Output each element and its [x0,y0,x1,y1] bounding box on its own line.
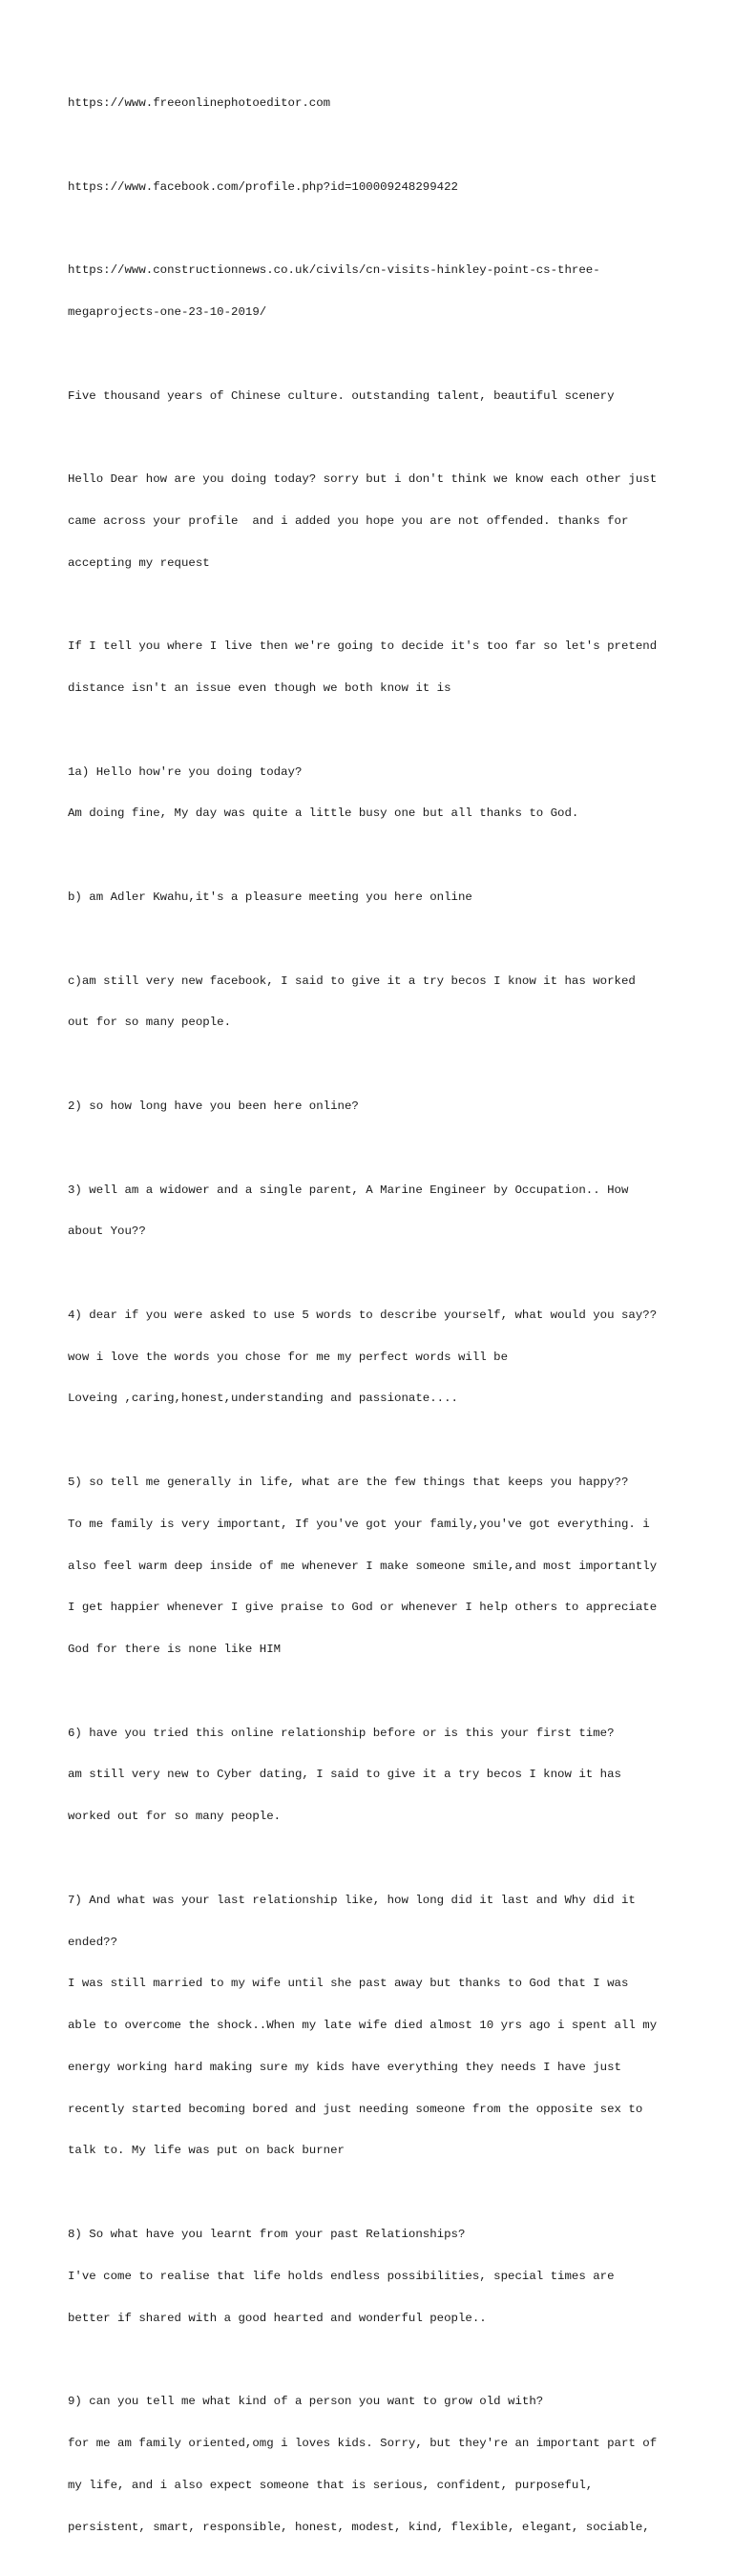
text-line: energy working hard making sure my kids have everything they needs I have just [68,2060,621,2074]
text-line: https://www.facebook.com/profile.php?id=100009248299422 [68,179,458,194]
paragraph-url-photo-editor [68,69,679,138]
text-line: recently started becoming bored and just needing someone from the opposite sex to [68,2102,643,2116]
text-line: https://www.constructionnews.co.uk/civils/cn-visits-hinkley-point-cs-three- [68,263,600,278]
paragraph-chinese-culture [68,361,679,430]
text-line: 4) dear if you were asked to use 5 words to describe yourself, what would you say?? [68,1308,658,1322]
text-line: 5) so tell me generally in life, what are the few things that keeps you happy?? [68,1475,629,1489]
text-line: To me family is very important, If you've got your family,you've got everything. i [68,1517,650,1531]
paragraph-url-construction-news [68,236,679,347]
paragraph-q2 [68,1072,679,1141]
text-line: Loveing ,caring,honest,understanding and passionate.... [68,1392,458,1406]
paragraph-q7 [68,1866,679,2187]
paragraph-hello-dear [68,445,679,598]
paragraph-url-facebook [68,153,679,222]
text-line: I get happier whenever I give praise to God or whenever I help others to appreciate [68,1601,658,1615]
text-line: out for so many people. [68,1016,232,1030]
text-line: Five thousand years of Chinese culture. outstanding talent, beautiful scenery [68,388,615,403]
text-line: Am doing fine, My day was quite a little busy one but all thanks to God. [68,806,579,821]
text-line: megaprojects-one-23-10-2019/ [68,305,267,320]
text-line: If I tell you where I live then we're going to decide it's too far so let's pretend [68,639,658,654]
text-line: talk to. My life was put on back burner [68,2144,345,2158]
text-line: also feel warm deep inside of me whenever I make someone smile,and most importantly [68,1559,658,1573]
text-line: ended?? [68,1935,118,1949]
text-line: for me am family oriented,omg i loves kids. Sorry, but they're an important part of [68,2436,658,2450]
text-line: wow i love the words you chose for me my perfect words will be [68,1350,509,1364]
document-page [68,69,679,2576]
text-line: 2) so how long have you been here online? [68,1099,359,1113]
text-line: c)am still very new facebook, I said to give it a try becos I know it has worked [68,974,636,988]
paragraph-q1a [68,738,679,849]
text-line: 8) So what have you learnt from your past Relationships? [68,2228,466,2242]
text-line: https://www.freeonlinephotoeditor.com [68,96,331,111]
text-line: 7) And what was your last relationship like, how long did it last and Why did it [68,1893,636,1907]
text-line: b) am Adler Kwahu,it's a pleasure meeting you here online [68,890,472,905]
paragraph-q3 [68,1155,679,1267]
paragraph-q6 [68,1698,679,1852]
text-line: 1a) Hello how're you doing today? [68,764,303,779]
text-line: 3) well am a widower and a single parent, A Marine Engineer by Occupation.. How [68,1183,629,1197]
paragraph-q8 [68,2200,679,2354]
paragraph-qb [68,863,679,932]
text-line: came across your profile and i added you hope you are not offended. thanks for [68,514,629,528]
text-line: I've come to realise that life holds endless possibilities, special times are [68,2269,615,2283]
paragraph-q4 [68,1281,679,1435]
text-line: worked out for so many people. [68,1810,282,1824]
text-line: am still very new to Cyber dating, I said to give it a try becos I know it has [68,1768,621,1782]
text-line: about You?? [68,1225,146,1239]
paragraph-q5 [68,1448,679,1685]
text-line: my life, and i also expect someone that is serious, confident, purposeful, [68,2478,594,2492]
text-line: able to overcome the shock..When my late wife died almost 10 yrs ago i spent all my [68,2019,658,2033]
text-line: Hello Dear how are you doing today? sorry but i don't think we know each other just [68,472,658,487]
paragraph-qc [68,946,679,1058]
text-line: distance isn't an issue even though we both know it is [68,681,451,696]
text-line: persistent, smart, responsible, honest, modest, kind, flexible, elegant, sociable, [68,2520,650,2534]
text-line: 6) have you tried this online relationship before or is this your first time? [68,1726,615,1740]
text-line: God for there is none like HIM [68,1643,282,1657]
paragraph-q9 [68,2367,679,2562]
text-line: I was still married to my wife until she past away but thanks to God that I was [68,1977,629,1991]
paragraph-where-i-live [68,612,679,723]
text-line: accepting my request [68,555,210,570]
text-line: better if shared with a good hearted and wonderful people.. [68,2311,487,2325]
text-line: 9) can you tell me what kind of a person you want to grow old with? [68,2395,544,2409]
